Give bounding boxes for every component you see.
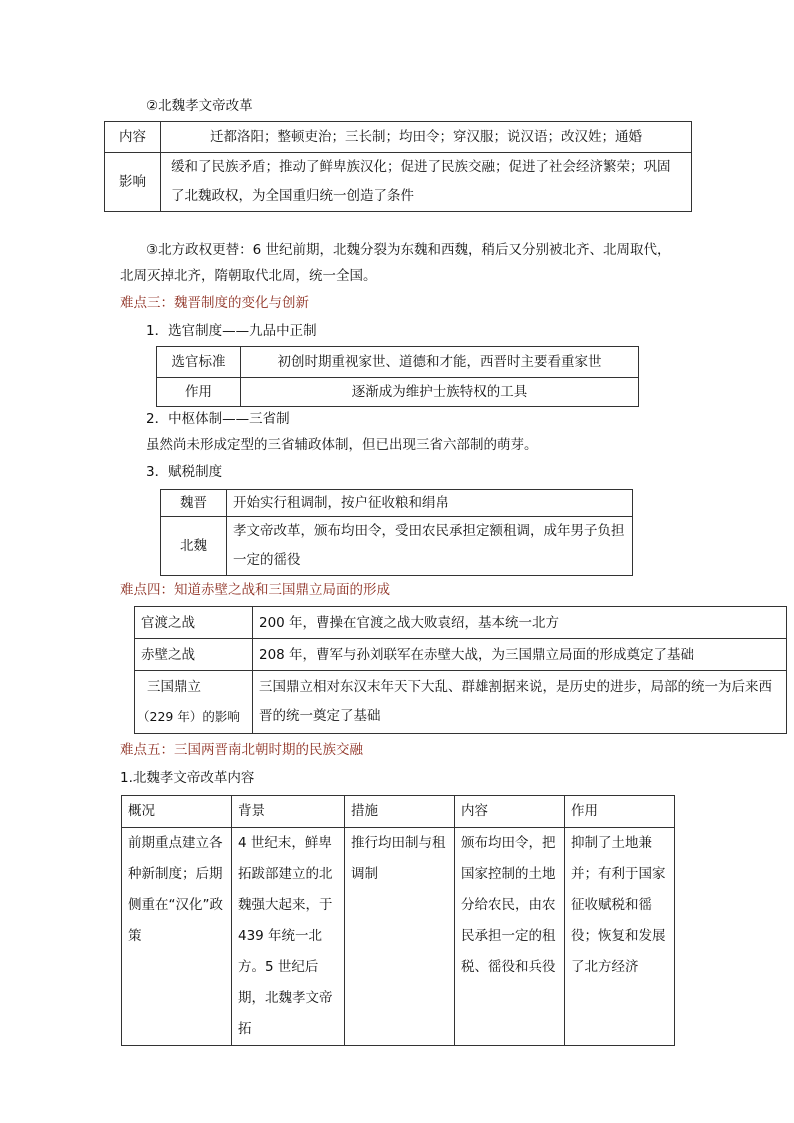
table-row [157,347,639,378]
cell-overview: 前期重点建立各种新制度；后期侧重在“汉化”政策 [122,828,232,1046]
subheading-reform-content: 1.北魏孝文帝改革内容 [120,770,255,786]
table-row [161,490,633,517]
heading-difficulty-4: 难点四：知道赤壁之战和三国鼎立局面的形成 [120,582,390,598]
row-text: 初创时期重视家世、道德和才能，西晋时主要看重家世 [241,347,639,378]
row-label-impact: 影响 [105,153,161,212]
row-label-weijin: 魏晋 [161,490,227,517]
subheading-official-selection: 1．选官制度——九品中正制 [146,323,317,339]
column-header: 背景 [232,796,345,828]
cell-effect: 抑制了土地兼并；有利于国家征收赋税和徭役；恢复和发展了北方经济 [565,828,675,1046]
xiaowen-reform-table [104,121,692,212]
table-header-row [122,796,675,828]
row-label-content: 内容 [105,122,161,153]
row-text-three-kingdoms: 三国鼎立相对东汉末年天下大乱、群雄割据来说，是历史的进步，局部的统一为后来西晋的统一奠定了基础 [253,671,787,734]
row-text-guandu: 200 年，曹操在官渡之战大败袁绍，基本统一北方 [253,607,787,639]
paragraph-line: 虽然尚未形成定型的三省辅政体制，但已出现三省六部制的萌芽。 [146,437,538,453]
cell-background: 4 世纪末，鲜卑拓跋部建立的北魏强大起来，于 439 年统一北方。5 世纪后期，北魏孝文帝拓 [232,828,345,1046]
paragraph-line: 北周灭掉北齐，隋朝取代北周，统一全国。 [120,268,377,284]
tax-system-table [160,489,633,576]
cell-measures: 推行均田制与租调制 [345,828,455,1046]
heading-difficulty-5: 难点五：三国两晋南北朝时期的民族交融 [120,742,363,758]
subheading-tax-system: 3．赋税制度 [146,464,223,480]
heading-difficulty-3: 难点三：魏晋制度的变化与创新 [120,295,309,311]
row-label-beiwei: 北魏 [161,517,227,576]
row-text-weijin: 开始实行租调制，按户征收粮和绢帛 [227,490,633,517]
row-label-three-kingdoms: 三国鼎立 （229 年）的影响 [135,671,253,734]
section-title-xiaowen-reform: ②北魏孝文帝改革 [146,98,253,114]
table-row [122,828,675,1046]
row-text-impact: 缓和了民族矛盾；推动了鲜卑族汉化；促进了民族交融；促进了社会经济繁荣；巩固了北魏政权，为全国重归统一创造了条件 [161,153,692,212]
table-row [157,378,639,407]
column-header: 措施 [345,796,455,828]
table-row [105,153,692,212]
table-row [135,639,787,671]
cell-content: 颁布均田令，把国家控制的土地分给农民，由农民承担一定的租税、徭役和兵役 [455,828,565,1046]
row-text-beiwei: 孝文帝改革，颁布均田令，受田农民承担定额租调，成年男子负担一定的徭役 [227,517,633,576]
reform-content-table [121,795,675,1046]
row-text-content: 迁都洛阳；整顿吏治；三长制；均田令；穿汉服；说汉语；改汉姓；通婚 [161,122,692,153]
table-row [161,517,633,576]
column-header: 作用 [565,796,675,828]
paragraph-line: ③北方政权更替：6 世纪前期，北魏分裂为东魏和西魏，稍后又分别被北齐、北周取代， [146,242,671,258]
nine-rank-table [156,346,639,407]
three-kingdoms-table [134,606,787,734]
row-label-guandu: 官渡之战 [135,607,253,639]
column-header: 概况 [122,796,232,828]
row-text-chibi: 208 年，曹军与孙刘联军在赤壁大战，为三国鼎立局面的形成奠定了基础 [253,639,787,671]
row-label-chibi: 赤壁之战 [135,639,253,671]
subheading-three-departments: 2．中枢体制——三省制 [146,411,290,427]
row-label: 作用 [157,378,241,407]
column-header: 内容 [455,796,565,828]
row-label: 选官标准 [157,347,241,378]
table-row [135,607,787,639]
table-row [105,122,692,153]
row-text: 逐渐成为维护士族特权的工具 [241,378,639,407]
table-row [135,671,787,734]
